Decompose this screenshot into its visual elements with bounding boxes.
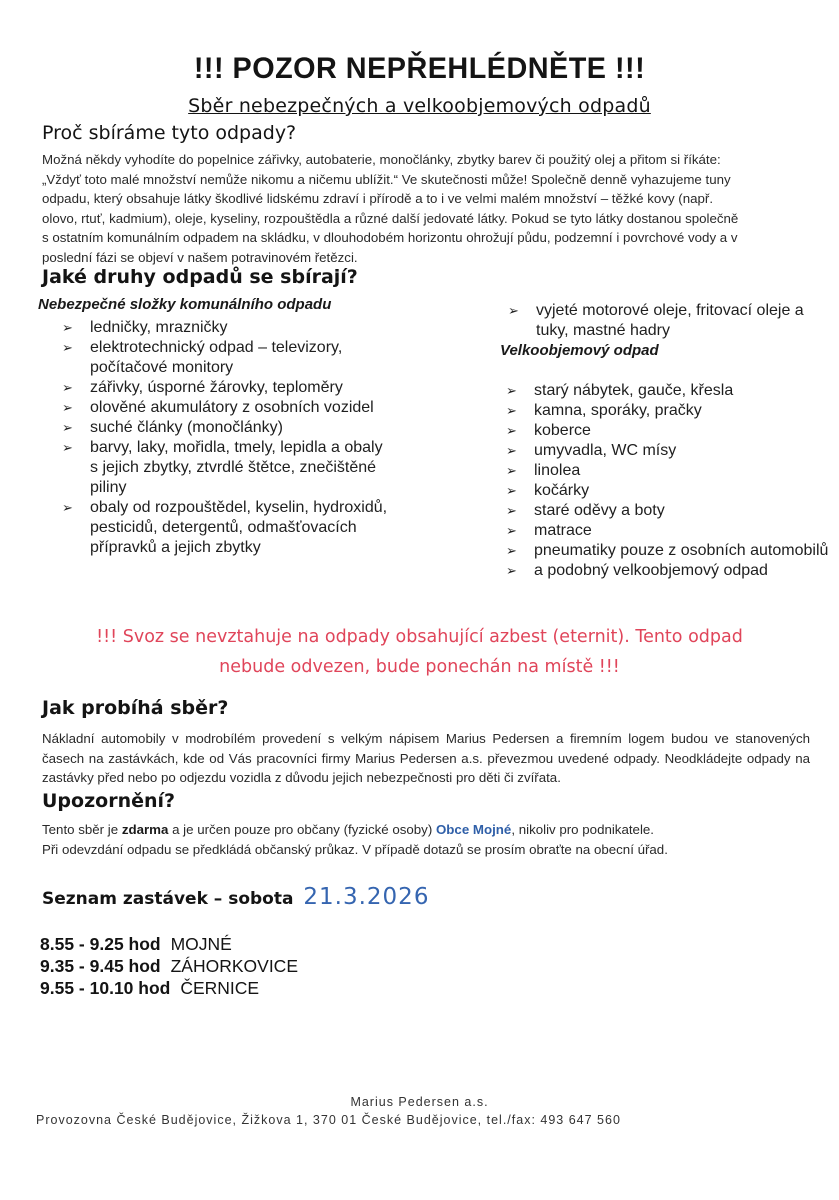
list-item: ➢ a podobný velkoobjemový odpad xyxy=(506,562,768,579)
stops-heading xyxy=(42,884,429,910)
stop-row xyxy=(40,955,298,977)
list-item: ➢ pneumatiky pouze z osobních automobilů xyxy=(506,542,829,559)
note-heading: Upozornění? xyxy=(42,790,176,812)
arrowhead-bullet-icon: ➢ xyxy=(62,420,73,435)
how-paragraph: Nákladní automobily v modrobílém provedení s velkým nápisem Marius Pedersen a firemním logem budou ve stanovených časech na zastávkách, kde od Vás pracovníci firmy Marius Pedersen a.s. převezmou uvedené odpady. Neodkládejte odpady na zastávky před nebo po odjezdu vozidla z důvodu jejich nebezpečnosti pro děti či zvířata. xyxy=(42,731,810,785)
municipality-emphasis: Obce Mojné xyxy=(435,822,512,837)
stops-list xyxy=(40,933,298,999)
why-paragraph xyxy=(42,150,822,267)
list-item: ➢ zářivky, úsporné žárovky, teploměry xyxy=(62,379,343,396)
why-line: odpadu, který obsahuje látky škodlivé lidskému zdraví i přírodě a to i ve velmi malém množství – těžké kovy (např. xyxy=(42,191,714,206)
free-emphasis: zdarma xyxy=(121,822,169,837)
arrowhead-bullet-icon: ➢ xyxy=(62,380,73,395)
list-item: ➢ vyjeté motorové oleje, fritovací oleje a tuky, mastné hadry xyxy=(508,302,804,339)
arrowhead-bullet-icon: ➢ xyxy=(506,463,517,478)
why-line: Možná někdy vyhodíte do popelnice zářivky, autobaterie, monočlánky, zbytky barev či použitý olej a přitom si říkáte: xyxy=(42,152,721,167)
hazardous-list xyxy=(62,318,392,558)
stop-place: ZÁHORKOVICE xyxy=(170,956,298,976)
note-line: Při odevzdání odpadu se předkládá občanský průkaz. V případě dotazů se prosím obraťte na obecní úřad. xyxy=(42,841,668,857)
arrowhead-bullet-icon: ➢ xyxy=(62,440,73,455)
warning-line: nebude odvezen, bude ponechán na místě !!! xyxy=(219,657,620,677)
arrowhead-bullet-icon: ➢ xyxy=(506,423,517,438)
list-item: ➢ umyvadla, WC mísy xyxy=(506,442,677,459)
asbestos-warning xyxy=(0,622,839,682)
hazardous-list-continued xyxy=(508,301,838,341)
why-line: poslední fázi se objeví v našem potravinovém řetězci. xyxy=(42,249,358,265)
arrowhead-bullet-icon: ➢ xyxy=(62,400,73,415)
subtitle: Sběr nebezpečných a velkoobjemových odpadů xyxy=(188,95,651,117)
list-item: ➢ obaly od rozpouštědel, kyselin, hydroxidů, pesticidů, detergentů, odmašťovacích přípravků a jejich zbytky xyxy=(62,499,388,556)
why-heading: Proč sbíráme tyto odpady? xyxy=(42,122,297,144)
footer xyxy=(0,1093,839,1129)
why-line: „Vždyť toto malé množství nemůže nikomu a ničemu ublížit.“ Ve skutečnosti může! Společně denně vyhazujeme tuny xyxy=(42,171,731,187)
how-heading: Jak probíhá sběr? xyxy=(42,697,229,719)
list-item: ➢ kamna, sporáky, pračky xyxy=(506,402,702,419)
why-line: s ostatním komunálním odpadem na skládku, v dlouhodobém horizontu ohrožují půdu, podzemní i povrchové vody a v xyxy=(42,230,738,245)
main-title: !!! POZOR NEPŘEHLÉDNĚTE !!! xyxy=(193,52,646,85)
bulky-list xyxy=(506,381,836,581)
arrowhead-bullet-icon: ➢ xyxy=(506,383,517,398)
note-line: Tento sběr je zdarma a je určen pouze pro občany (fyzické osoby) Obce Mojné, nikoliv pro podnikatele. xyxy=(42,822,654,837)
collection-date: 21.3.2026 xyxy=(303,884,430,910)
arrowhead-bullet-icon: ➢ xyxy=(506,523,517,538)
kinds-heading: Jaké druhy odpadů se sbírají? xyxy=(42,266,358,288)
arrowhead-bullet-icon: ➢ xyxy=(62,340,73,355)
arrowhead-bullet-icon: ➢ xyxy=(62,320,73,335)
list-item: ➢ kočárky xyxy=(506,482,590,499)
arrowhead-bullet-icon: ➢ xyxy=(506,483,517,498)
arrowhead-bullet-icon: ➢ xyxy=(506,443,517,458)
list-item: ➢ barvy, laky, mořidla, tmely, lepidla a obaly s jejich zbytky, ztvrdlé štětce, znečištěné piliny xyxy=(62,439,383,496)
warning-line: !!! Svoz se nevztahuje na odpady obsahující azbest (eternit). Tento odpad xyxy=(96,627,743,647)
stop-place: ČERNICE xyxy=(180,978,260,998)
list-item: ➢ staré oděvy a boty xyxy=(506,502,665,519)
list-item: ➢ suché články (monočlánky) xyxy=(62,419,283,436)
footer-address: Provozovna České Budějovice, Žižkova 1, 370 01 České Budějovice, tel./fax: 493 647 560 xyxy=(36,1113,621,1127)
stop-place: MOJNÉ xyxy=(170,934,232,954)
arrowhead-bullet-icon: ➢ xyxy=(506,403,517,418)
bulky-subheading: Velkoobjemový odpad xyxy=(500,342,659,359)
stop-time: 8.55 - 9.25 hod xyxy=(40,934,161,954)
list-item: ➢ matrace xyxy=(506,522,592,539)
list-item: ➢ ledničky, mrazničky xyxy=(62,319,228,336)
arrowhead-bullet-icon: ➢ xyxy=(506,503,517,518)
list-item: ➢ koberce xyxy=(506,422,591,439)
arrowhead-bullet-icon: ➢ xyxy=(62,500,73,515)
stop-time: 9.35 - 9.45 hod xyxy=(40,956,161,976)
list-item: ➢ starý nábytek, gauče, křesla xyxy=(506,382,734,399)
note-paragraph xyxy=(42,820,822,859)
footer-company: Marius Pedersen a.s. xyxy=(350,1095,489,1109)
stops-heading-label: Seznam zastávek – sobota xyxy=(42,889,294,909)
arrowhead-bullet-icon: ➢ xyxy=(508,303,519,318)
hazardous-subheading: Nebezpečné složky komunálního odpadu xyxy=(38,296,332,313)
list-item: ➢ olověné akumulátory z osobních vozidel xyxy=(62,399,374,416)
list-item: ➢ linolea xyxy=(506,462,581,479)
why-line: olovo, rtuť, kadmium), oleje, kyseliny, rozpouštědla a různé další jedovaté látky. Pokud se tyto látky dostanou společně xyxy=(42,210,739,226)
list-item: ➢ elektrotechnický odpad – televizory, počítačové monitory xyxy=(62,339,343,376)
arrowhead-bullet-icon: ➢ xyxy=(506,563,517,578)
stop-row xyxy=(40,977,298,999)
arrowhead-bullet-icon: ➢ xyxy=(506,543,517,558)
stop-time: 9.55 - 10.10 hod xyxy=(40,978,171,998)
stop-row xyxy=(40,933,298,955)
